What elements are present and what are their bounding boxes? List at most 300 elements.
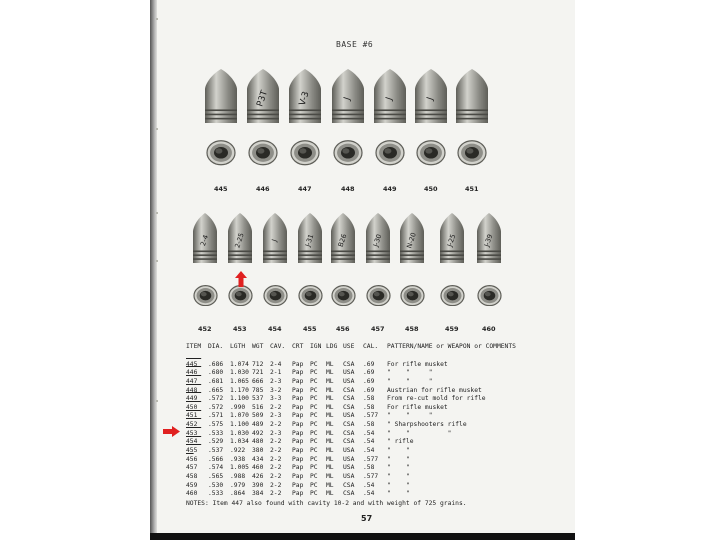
col-header-pattern: PATTERN/NAME or WEAPON or COMMENTS bbox=[387, 343, 516, 350]
table-cell: " rifle bbox=[387, 438, 414, 446]
table-cell: 445 bbox=[186, 360, 198, 368]
table-cell: 452 bbox=[186, 421, 198, 429]
bullet-453 bbox=[227, 212, 253, 264]
bullet-ink-mark: N-20 bbox=[405, 231, 418, 250]
table-cell: Pap bbox=[292, 481, 304, 489]
table-cell: CSA bbox=[343, 438, 355, 446]
table-cell: 2-2 bbox=[270, 447, 282, 455]
table-cell: ML bbox=[326, 395, 334, 403]
table-cell: " " bbox=[387, 455, 410, 463]
table-cell: 516 bbox=[252, 403, 264, 411]
table-cell: .577 bbox=[363, 472, 379, 480]
table-cell: PC bbox=[310, 429, 318, 437]
table-cell: CSA bbox=[343, 395, 355, 403]
bullet-base-447 bbox=[290, 140, 320, 166]
table-cell: .681 bbox=[208, 377, 224, 385]
table-cell: 451 bbox=[186, 412, 198, 420]
table-row bbox=[186, 472, 410, 482]
table-cell: Pap bbox=[292, 403, 304, 411]
table-cell: " Sharpshooters rifle bbox=[387, 421, 467, 429]
table-row bbox=[186, 395, 486, 404]
table-cell: 1.070 bbox=[230, 412, 249, 420]
speck bbox=[156, 128, 158, 130]
table-cell: 2-2 bbox=[270, 438, 282, 446]
table-cell: .571 bbox=[208, 412, 224, 420]
bullet-base-445 bbox=[206, 140, 236, 166]
item-number-label: 449 bbox=[383, 185, 397, 193]
table-cell: .577 bbox=[363, 412, 379, 420]
table-cell: 453 bbox=[186, 429, 198, 437]
item-number-label: 453 bbox=[233, 325, 247, 333]
speck bbox=[156, 212, 158, 214]
table-row bbox=[186, 369, 433, 378]
table-cell: .990 bbox=[230, 403, 246, 411]
table-cell: .572 bbox=[208, 403, 224, 411]
table-cell: Pap bbox=[292, 472, 304, 480]
table-cell: ML bbox=[326, 438, 334, 446]
table-cell: Pap bbox=[292, 455, 304, 463]
bullet-side-view bbox=[373, 68, 407, 124]
table-cell: USA bbox=[343, 447, 355, 455]
table-cell: .58 bbox=[363, 464, 375, 472]
table-cell: CSA bbox=[343, 421, 355, 429]
bullet-base-453 bbox=[228, 285, 253, 306]
table-cell: .58 bbox=[363, 395, 375, 403]
bullet-449 bbox=[373, 68, 407, 124]
table-cell: .533 bbox=[208, 490, 224, 498]
table-cell: USA bbox=[343, 464, 355, 472]
table-cell: .533 bbox=[208, 429, 224, 437]
table-cell: 1.100 bbox=[230, 395, 249, 403]
table-cell: 489 bbox=[252, 421, 264, 429]
table-cell: .529 bbox=[208, 438, 224, 446]
table-cell: ML bbox=[326, 447, 334, 455]
bullet-side-view bbox=[331, 68, 365, 124]
table-cell: 390 bbox=[252, 481, 264, 489]
table-cell: 1.005 bbox=[230, 464, 249, 472]
bullet-447 bbox=[288, 68, 322, 124]
bullet-base-view bbox=[193, 285, 218, 306]
bullet-side-view bbox=[227, 212, 253, 264]
bullet-base-460 bbox=[477, 285, 502, 306]
table-cell: PC bbox=[310, 438, 318, 446]
bullet-side-view bbox=[297, 212, 323, 264]
table-cell: 2-2 bbox=[270, 490, 282, 498]
bullet-base-448 bbox=[333, 140, 363, 166]
table-row bbox=[186, 447, 410, 456]
table-cell: PC bbox=[310, 421, 318, 429]
bullet-side-view bbox=[246, 68, 280, 124]
table-cell: PC bbox=[310, 360, 318, 368]
table-cell: .565 bbox=[208, 472, 224, 480]
table-cell: 785 bbox=[252, 386, 264, 394]
bullet-side-view bbox=[399, 212, 425, 264]
table-row bbox=[186, 421, 467, 430]
table-cell: .572 bbox=[208, 395, 224, 403]
table-cell: .938 bbox=[230, 455, 246, 463]
table-cell: 2-4 bbox=[270, 360, 282, 368]
table-cell: ML bbox=[326, 421, 334, 429]
table-cell: CSA bbox=[343, 386, 355, 394]
bullet-data-table bbox=[186, 343, 516, 499]
table-cell: PC bbox=[310, 472, 318, 480]
bullet-460 bbox=[476, 212, 502, 264]
bullet-base-view bbox=[457, 140, 487, 166]
item-number-label: 459 bbox=[445, 325, 459, 333]
bullet-451 bbox=[455, 68, 489, 124]
table-cell: 426 bbox=[252, 472, 264, 480]
table-cell: USA bbox=[343, 412, 355, 420]
table-row bbox=[186, 438, 414, 447]
table-cell: 2-1 bbox=[270, 369, 282, 377]
table-cell: 721 bbox=[252, 369, 264, 377]
bullet-459 bbox=[439, 212, 465, 264]
table-cell: 1.170 bbox=[230, 386, 249, 394]
bullet-base-view bbox=[331, 285, 356, 306]
table-cell: ML bbox=[326, 472, 334, 480]
table-cell: ML bbox=[326, 386, 334, 394]
table-cell: 2-3 bbox=[270, 429, 282, 437]
table-row bbox=[186, 377, 433, 387]
table-cell: ML bbox=[326, 360, 334, 368]
bullet-side-view bbox=[414, 68, 448, 124]
table-cell: PC bbox=[310, 464, 318, 472]
bullet-ink-mark: 2-4 bbox=[199, 233, 211, 247]
bullet-base-view bbox=[366, 285, 391, 306]
table-cell: PC bbox=[310, 386, 318, 394]
bullet-ink-mark: P3T bbox=[255, 89, 270, 109]
bullet-base-455 bbox=[298, 285, 323, 306]
table-cell: ML bbox=[326, 377, 334, 385]
table-cell: ML bbox=[326, 429, 334, 437]
table-cell: USA bbox=[343, 472, 355, 480]
col-header-ign: IGN bbox=[310, 343, 322, 350]
table-cell: 3-2 bbox=[270, 386, 282, 394]
table-cell: .922 bbox=[230, 447, 246, 455]
bullet-side-view bbox=[365, 212, 391, 264]
col-header-use: USE bbox=[343, 343, 355, 350]
bullet-ink-mark: B26 bbox=[336, 232, 349, 248]
bullet-base-459 bbox=[440, 285, 465, 306]
table-cell: Pap bbox=[292, 386, 304, 394]
notes: NOTES: Item 447 also found with cavity 10-2 and with weight of 725 grains. bbox=[186, 500, 467, 507]
table-cell: 456 bbox=[186, 455, 198, 463]
table-cell: " " bbox=[387, 447, 410, 455]
bullet-446 bbox=[246, 68, 280, 124]
table-cell: 2-2 bbox=[270, 455, 282, 463]
table-body bbox=[186, 360, 486, 499]
table-cell: .54 bbox=[363, 438, 375, 446]
table-cell: CSA bbox=[343, 403, 355, 411]
table-row bbox=[186, 412, 433, 421]
scan-bottom-edge bbox=[150, 533, 575, 540]
red-up-arrow-icon bbox=[235, 271, 247, 287]
bullet-base-view bbox=[248, 140, 278, 166]
item-number-label: 455 bbox=[303, 325, 317, 333]
table-header-row bbox=[186, 343, 516, 352]
table-cell: 457 bbox=[186, 464, 198, 472]
table-cell: ML bbox=[326, 455, 334, 463]
table-cell: " " " bbox=[387, 369, 433, 377]
table-cell: 458 bbox=[186, 472, 198, 480]
table-cell: PC bbox=[310, 369, 318, 377]
bullet-base-454 bbox=[263, 285, 288, 306]
table-row bbox=[186, 464, 410, 473]
table-cell: Pap bbox=[292, 360, 304, 368]
table-cell: 2-3 bbox=[270, 412, 282, 420]
col-header-cal: CAL. bbox=[363, 343, 379, 350]
item-number-label: 446 bbox=[256, 185, 270, 193]
table-cell: Pap bbox=[292, 429, 304, 437]
table-cell: PC bbox=[310, 377, 318, 385]
table-cell: .54 bbox=[363, 447, 375, 455]
bullet-445 bbox=[204, 68, 238, 124]
table-cell: 1.030 bbox=[230, 369, 249, 377]
bullet-ink-mark: J bbox=[425, 95, 436, 102]
table-cell: .574 bbox=[208, 464, 224, 472]
bullet-ink-mark: J-25 bbox=[445, 233, 458, 248]
table-cell: PC bbox=[310, 395, 318, 403]
table-cell: .54 bbox=[363, 481, 375, 489]
bullet-base-451 bbox=[457, 140, 487, 166]
table-cell: 2-2 bbox=[270, 421, 282, 429]
table-cell: CSA bbox=[343, 490, 355, 498]
table-cell: 459 bbox=[186, 481, 198, 489]
table-cell: 712 bbox=[252, 360, 264, 368]
table-cell: PC bbox=[310, 447, 318, 455]
table-cell: .537 bbox=[208, 447, 224, 455]
table-cell: .58 bbox=[363, 403, 375, 411]
item-number-label: 450 bbox=[424, 185, 438, 193]
bullet-base-view bbox=[228, 285, 253, 306]
table-cell: .686 bbox=[208, 360, 224, 368]
table-cell: .58 bbox=[363, 421, 375, 429]
bullet-ink-mark: J bbox=[270, 238, 279, 243]
table-cell: Pap bbox=[292, 490, 304, 498]
table-cell: Pap bbox=[292, 369, 304, 377]
table-cell: PC bbox=[310, 403, 318, 411]
table-cell: ML bbox=[326, 403, 334, 411]
table-cell: 1.034 bbox=[230, 438, 249, 446]
item-number-label: 445 bbox=[214, 185, 228, 193]
bullet-ink-mark: J-30 bbox=[371, 233, 384, 248]
table-cell: .979 bbox=[230, 481, 246, 489]
table-cell: " " " bbox=[387, 429, 452, 437]
table-cell: 448 bbox=[186, 386, 198, 394]
table-cell: For rifle musket bbox=[387, 360, 448, 368]
bullet-side-view bbox=[204, 68, 238, 124]
table-cell: 384 bbox=[252, 490, 264, 498]
bullet-ink-mark: V-3 bbox=[297, 90, 312, 108]
table-cell: 380 bbox=[252, 447, 264, 455]
table-cell: 3-3 bbox=[270, 395, 282, 403]
table-row bbox=[186, 429, 452, 439]
item-number-label: 460 bbox=[482, 325, 496, 333]
speck bbox=[156, 18, 158, 20]
table-cell: .988 bbox=[230, 472, 246, 480]
right-margin bbox=[575, 0, 720, 540]
table-cell: 460 bbox=[252, 464, 264, 472]
table-cell: From re-cut mold for rifle bbox=[387, 395, 486, 403]
page-number: 57 bbox=[361, 514, 373, 523]
bullet-side-view bbox=[439, 212, 465, 264]
table-cell: ML bbox=[326, 481, 334, 489]
table-cell: " " " bbox=[387, 412, 433, 420]
table-cell: 434 bbox=[252, 455, 264, 463]
table-cell: .54 bbox=[363, 490, 375, 498]
table-cell: PC bbox=[310, 412, 318, 420]
table-cell: 1.074 bbox=[230, 360, 249, 368]
table-cell: USA bbox=[343, 455, 355, 463]
bullet-base-457 bbox=[366, 285, 391, 306]
table-cell: PC bbox=[310, 481, 318, 489]
table-cell: 2-2 bbox=[270, 481, 282, 489]
table-cell: 2-2 bbox=[270, 472, 282, 480]
col-header-lgth: LGTH bbox=[230, 343, 246, 350]
table-cell: 1.100 bbox=[230, 421, 249, 429]
speck bbox=[156, 260, 158, 262]
table-cell: PC bbox=[310, 455, 318, 463]
table-row bbox=[186, 403, 448, 413]
col-header-wgt: WGT bbox=[252, 343, 264, 350]
table-cell: CSA bbox=[343, 360, 355, 368]
table-cell: .577 bbox=[363, 455, 379, 463]
table-cell: PC bbox=[310, 490, 318, 498]
bullet-base-view bbox=[375, 140, 405, 166]
table-cell: Pap bbox=[292, 395, 304, 403]
bullet-ink-mark: 2-25 bbox=[233, 231, 246, 249]
table-cell: Pap bbox=[292, 377, 304, 385]
bullet-side-view bbox=[330, 212, 356, 264]
bullet-ink-mark: J bbox=[384, 95, 395, 102]
table-cell: 537 bbox=[252, 395, 264, 403]
item-number-label: 451 bbox=[465, 185, 479, 193]
table-cell: .575 bbox=[208, 421, 224, 429]
bullet-side-view bbox=[288, 68, 322, 124]
table-cell: 480 bbox=[252, 438, 264, 446]
table-cell: .69 bbox=[363, 386, 375, 394]
table-row bbox=[186, 386, 482, 396]
speck bbox=[156, 400, 158, 402]
bullet-base-view bbox=[263, 285, 288, 306]
table-cell: Pap bbox=[292, 412, 304, 420]
bullet-base-view bbox=[333, 140, 363, 166]
bullet-450 bbox=[414, 68, 448, 124]
bullet-base-452 bbox=[193, 285, 218, 306]
table-cell: .566 bbox=[208, 455, 224, 463]
item-number-label: 457 bbox=[371, 325, 385, 333]
table-cell: 446 bbox=[186, 369, 198, 377]
table-cell: " " bbox=[387, 472, 410, 480]
bullet-455 bbox=[297, 212, 323, 264]
bullet-457 bbox=[365, 212, 391, 264]
bullet-454 bbox=[262, 212, 288, 264]
table-cell: .54 bbox=[363, 429, 375, 437]
table-cell: 509 bbox=[252, 412, 264, 420]
bullet-ink-mark: J-31 bbox=[303, 233, 316, 248]
table-row bbox=[186, 360, 448, 370]
table-cell: 449 bbox=[186, 395, 198, 403]
table-cell: .665 bbox=[208, 386, 224, 394]
col-header-ldg: LDG bbox=[326, 343, 338, 350]
table-cell: 460 bbox=[186, 490, 198, 498]
bullet-base-view bbox=[206, 140, 236, 166]
bullet-side-view bbox=[455, 68, 489, 124]
item-number-label: 447 bbox=[298, 185, 312, 193]
table-cell: Pap bbox=[292, 421, 304, 429]
bullet-458 bbox=[399, 212, 425, 264]
col-header-item: ITEM bbox=[186, 343, 202, 350]
col-header-cav: CAV. bbox=[270, 343, 286, 350]
bullet-base-view bbox=[416, 140, 446, 166]
col-header-crt: CRT bbox=[292, 343, 304, 350]
page-title: BASE #6 bbox=[336, 40, 374, 49]
table-cell: 450 bbox=[186, 403, 198, 411]
bullet-side-view bbox=[192, 212, 218, 264]
item-number-label: 454 bbox=[268, 325, 282, 333]
bullet-base-view bbox=[440, 285, 465, 306]
table-cell: 454 bbox=[186, 438, 198, 446]
bullet-base-view bbox=[298, 285, 323, 306]
bullet-ink-mark: J-39 bbox=[482, 233, 495, 248]
bullet-base-456 bbox=[331, 285, 356, 306]
bullet-base-449 bbox=[375, 140, 405, 166]
table-cell: 2-3 bbox=[270, 377, 282, 385]
table-row bbox=[186, 490, 410, 499]
bullet-base-446 bbox=[248, 140, 278, 166]
bullet-452 bbox=[192, 212, 218, 264]
table-cell: USA bbox=[343, 369, 355, 377]
col-header-dia: DIA. bbox=[208, 343, 224, 350]
bullet-448 bbox=[331, 68, 365, 124]
bullet-side-view bbox=[262, 212, 288, 264]
table-cell: .69 bbox=[363, 377, 375, 385]
table-cell: ML bbox=[326, 412, 334, 420]
table-cell: " " bbox=[387, 464, 410, 472]
table-row bbox=[186, 481, 410, 491]
table-cell: ML bbox=[326, 369, 334, 377]
table-cell: Pap bbox=[292, 438, 304, 446]
table-cell: 492 bbox=[252, 429, 264, 437]
table-cell: Pap bbox=[292, 447, 304, 455]
bullet-base-view bbox=[290, 140, 320, 166]
table-cell: Pap bbox=[292, 464, 304, 472]
table-cell: 1.065 bbox=[230, 377, 249, 385]
table-cell: CSA bbox=[343, 429, 355, 437]
bullet-base-view bbox=[400, 285, 425, 306]
table-cell: " " " bbox=[387, 377, 433, 385]
table-cell: .530 bbox=[208, 481, 224, 489]
table-row bbox=[186, 455, 410, 465]
table-cell: 2-2 bbox=[270, 464, 282, 472]
bullet-base-450 bbox=[416, 140, 446, 166]
table-cell: .69 bbox=[363, 369, 375, 377]
bullet-side-view bbox=[476, 212, 502, 264]
table-cell: Austrian for rifle musket bbox=[387, 386, 482, 394]
table-cell: USA bbox=[343, 377, 355, 385]
table-cell: ML bbox=[326, 490, 334, 498]
table-cell: .864 bbox=[230, 490, 246, 498]
table-cell: CSA bbox=[343, 481, 355, 489]
table-cell: 455 bbox=[186, 447, 198, 455]
table-cell: .69 bbox=[363, 360, 375, 368]
bullet-base-458 bbox=[400, 285, 425, 306]
table-cell: 447 bbox=[186, 377, 198, 385]
item-number-label: 456 bbox=[336, 325, 350, 333]
table-cell: For rifle musket bbox=[387, 403, 448, 411]
table-cell: " " bbox=[387, 490, 410, 498]
table-cell: 666 bbox=[252, 377, 264, 385]
